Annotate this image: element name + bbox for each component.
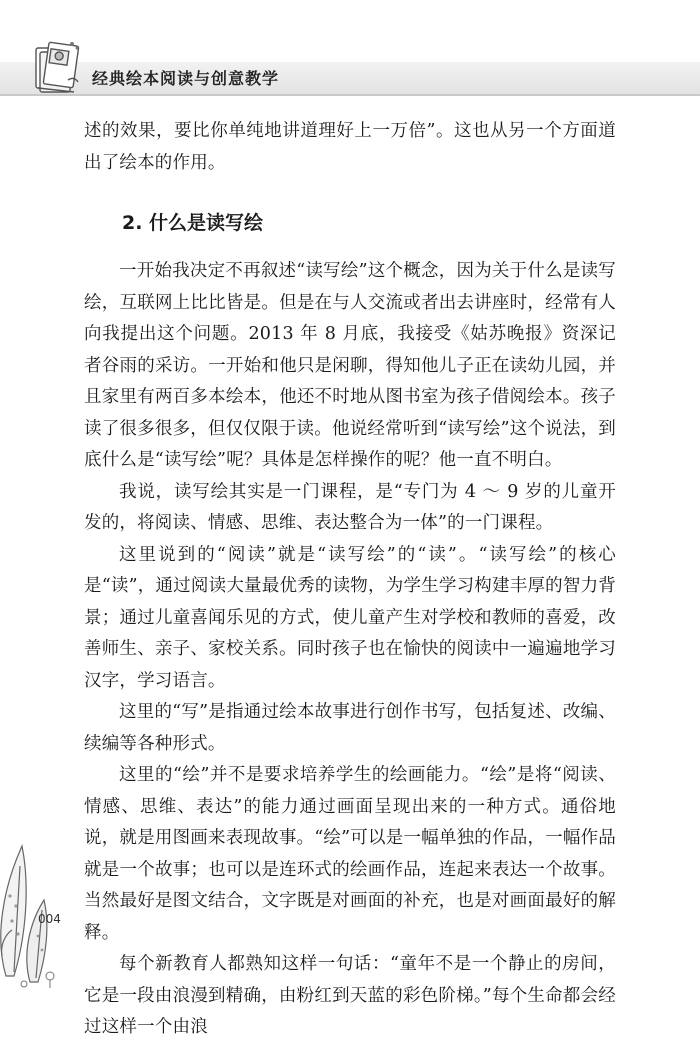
running-header-title: 经典绘本阅读与创意教学: [92, 69, 280, 88]
page-number: 004: [38, 912, 61, 926]
paragraph: 这里的“绘”并不是要求培养学生的绘画能力。“绘”是将“阅读、情感、思维、表达”的能力通过画面呈现出来的一种方式。通俗地说，就是用图画来表现故事。“绘”可以是一幅单独的作品，一幅作品就是一个故事；也可以是连环式的绘画作品，连起来表达一个故事。当然最好是图文结合，文字既是对画面的补充，也是对画面最好的解释。: [84, 765, 616, 943]
section-heading: 2. 什么是读写绘: [122, 212, 264, 234]
paragraph: 述的效果，要比你单纯地讲道理好上一万倍”。这也从另一个方面道出了绘本的作用。: [84, 121, 616, 173]
body-text: [84, 116, 616, 1044]
paragraph: 我说，读写绘其实是一门课程，是“专门为 4 ～ 9 岁的儿童开发的，将阅读、情感、思维、表达整合为一体”的一门课程。: [84, 481, 616, 533]
paragraph: 这里说到的“阅读”就是“读写绘”的“读”。“读写绘”的核心是“读”，通过阅读大量最优秀的读物，为学生学习构建丰厚的智力背景；通过儿童喜闻乐见的方式，使儿童产生对学校和教师的喜爱，改善师生、亲子、家校关系。同时孩子也在愉快的阅读中一遍遍地学习汉字，学习语言。: [84, 544, 616, 691]
paragraph: 一开始我决定不再叙述“读写绘”这个概念，因为关于什么是读写绘，互联网上比比皆是。但是在与人交流或者出去讲座时，经常有人向我提出这个问题。2013 年 8 月底，我接受《姑苏晚报》资深记者谷雨的采访。一开始和他只是闲聊，得知他儿子正在读幼儿园，并且家里有两百多本绘本，他还不时地从图书室为孩子借阅绘本。孩子读了很多很多，但仅仅限于读。他说经常听到“读写绘”这个说法，到底什么是“读写绘”呢？具体是怎样操作的呢？他一直不明白。: [84, 261, 616, 470]
paragraph: 这里的“写”是指通过绘本故事进行创作书写，包括复述、改编、续编等各种形式。: [84, 702, 616, 754]
paragraph: 每个新教育人都熟知这样一句话：“童年不是一个静止的房间，它是一段由浪漫到精确，由粉红到天蓝的彩色阶梯。”每个生命都会经过这样一个由浪: [84, 954, 616, 1037]
book-stack-icon: [30, 36, 86, 98]
leaf-flower-decoration-icon: [0, 826, 60, 988]
